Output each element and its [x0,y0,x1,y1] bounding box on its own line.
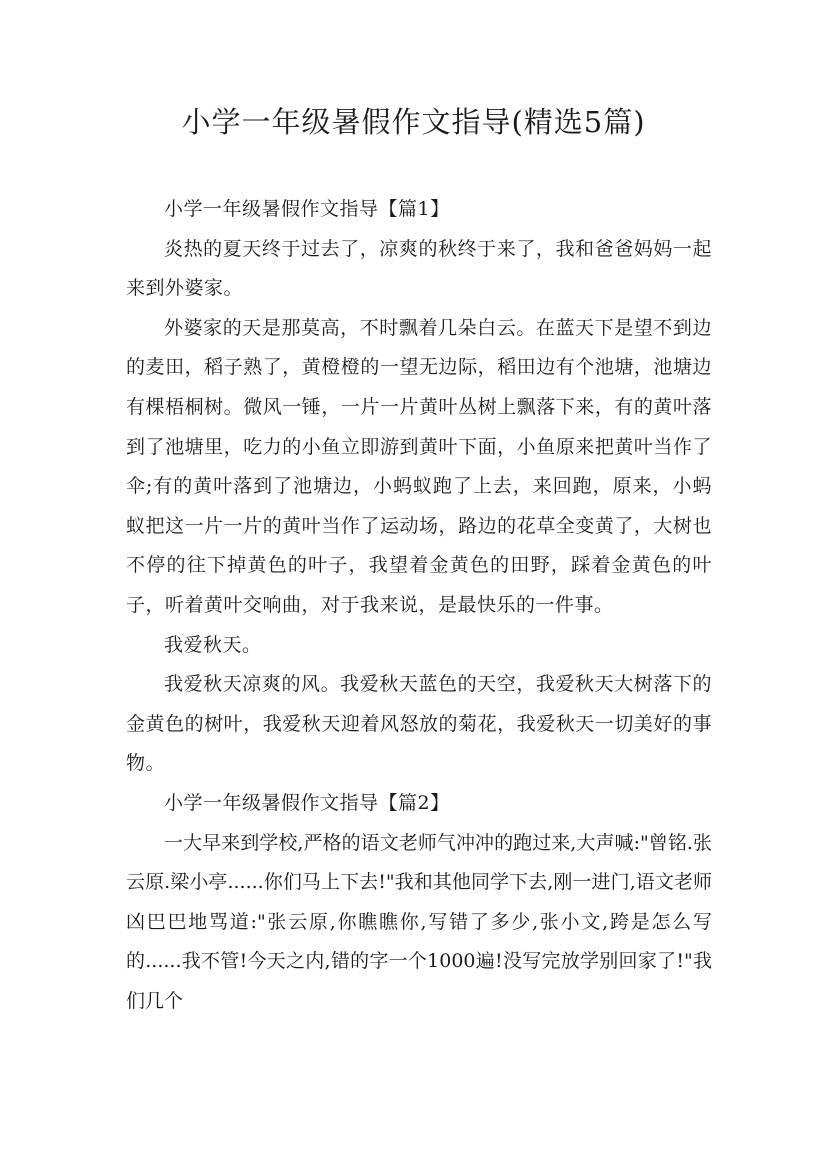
document-title: 小学一年级暑假作文指导(精选5篇) [181,105,646,139]
section-heading-2: 小学一年级暑假作文指导【篇2】 [164,791,450,814]
section-heading-1: 小学一年级暑假作文指导【篇1】 [164,198,450,220]
paragraph: 炎热的夏天终于过去了，凉爽的秋终于来了，我和爸爸妈妈一起来到外婆家。 [126,237,712,300]
paragraph: 一大早来到学校,严格的语文老师气冲冲的跑过来,大声喊:"曾铭.张云原.梁小亭......你们马上下去!"我和其他同学下去,刚一进门,语文老师凶巴巴地骂道:"张云原,你瞧瞧你,写错了多少,张小文,跨是怎么写的......我不管!今天之内,错的字一个1000遍!没写完放学别回家了!"我们几个 [126,831,712,1012]
paragraph: 我爱秋天。 [164,633,262,656]
paragraph: 外婆家的天是那莫高，不时飘着几朵白云。在蓝天下是望不到边的麦田，稻子熟了，黄橙橙的一望无边际，稻田边有个池塘，池塘边有棵梧桐树。微风一锤，一片一片黄叶丛树上飘落下来，有的黄叶落到了池塘里，吃力的小鱼立即游到黄叶下面，小鱼原来把黄叶当作了伞;有的黄叶落到了池塘边，小蚂蚁跑了上去，来回跑，原来，小蚂蚁把这一片一片的黄叶当作了运动场，路边的花草全变黄了，大树也不停的往下掉黄色的叶子，我望着金黄色的田野，踩着金黄色的叶子，听着黄叶交响曲，对于我来说，是最快乐的一件事。 [126,316,712,616]
document-body [126,190,712,1021]
paragraph: 我爱秋天凉爽的风。我爱秋天蓝色的天空，我爱秋天大树落下的金黄色的树叶，我爱秋天迎着风怒放的菊花，我爱秋天一切美好的事物。 [126,673,712,775]
